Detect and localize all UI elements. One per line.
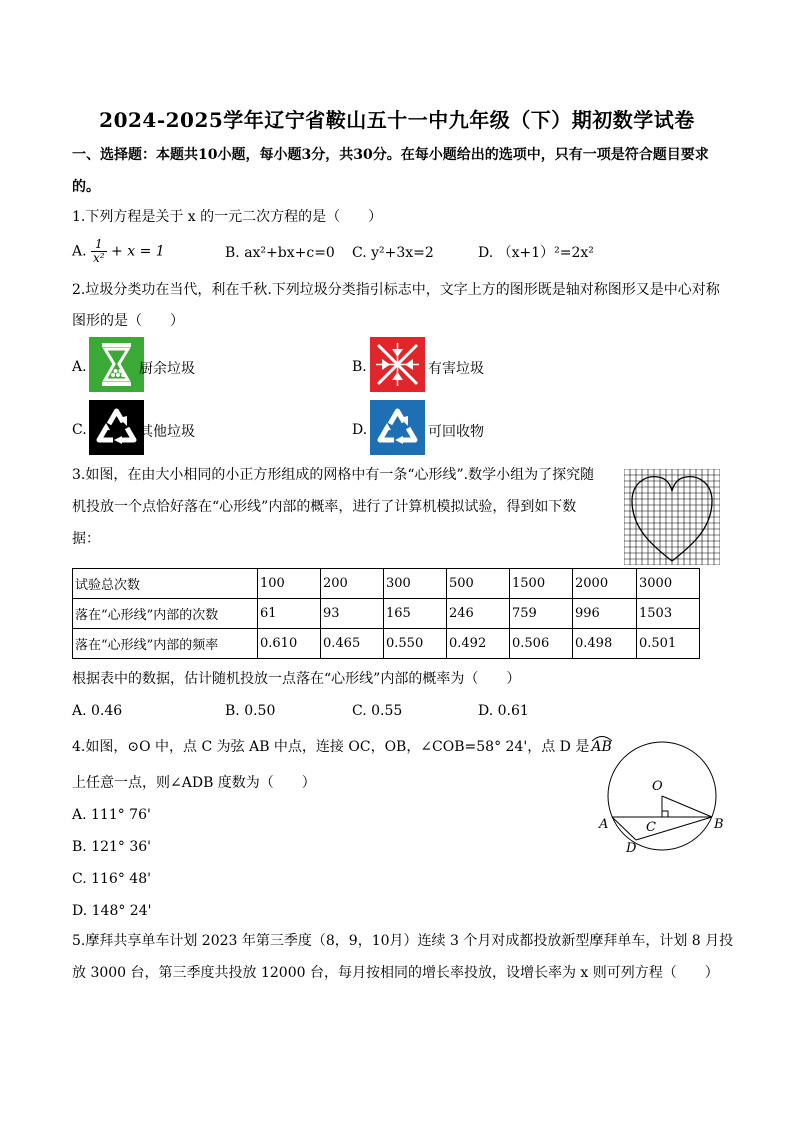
q3-question: 根据表中的数据，估计随机投放一点落在“心形线”内部的概率为（ ） <box>72 671 521 687</box>
heart-grid-figure <box>624 469 720 565</box>
table-cell: 1500 <box>510 569 573 599</box>
q4-stem-text: 4.如图，⊙O 中，点 C 为弦 AB 中点，连接 OC，OB，∠COB=58° 24'，点 D 是 <box>72 739 590 755</box>
q3-option-a: A. 0.46 <box>72 703 123 719</box>
table-cell: 0.465 <box>321 629 384 659</box>
q4-option-d: D. 148° 24' <box>72 903 152 919</box>
q3-option-b: B. 0.50 <box>225 703 276 719</box>
fig-label-b: B <box>714 817 724 832</box>
table-cell: 0.501 <box>637 629 700 659</box>
table-row-header: 落在“心形线”内部的频率 <box>73 629 258 659</box>
table-cell: 0.492 <box>447 629 510 659</box>
fig-label-c: C <box>646 820 656 835</box>
q2-a-caption: 厨余垃圾 <box>139 361 195 377</box>
table-cell: 200 <box>321 569 384 599</box>
table-cell: 1503 <box>637 599 700 629</box>
fig-label-a: A <box>599 817 609 832</box>
q1-option-d: D. （x+1）²=2x² <box>478 245 594 261</box>
q2-d-caption: 可回收物 <box>428 424 484 440</box>
table-cell: 100 <box>258 569 321 599</box>
table-cell: 0.498 <box>573 629 637 659</box>
q3-option-c: C. 0.55 <box>352 703 403 719</box>
q1-a-fraction <box>91 238 107 265</box>
q1-a-den: x² <box>93 251 105 265</box>
q2-c-label: C. <box>72 422 87 438</box>
q2-c-caption: 其他垃圾 <box>139 424 195 440</box>
section-heading-cont: 的。 <box>72 179 100 195</box>
table-row-header: 试验总次数 <box>73 569 258 599</box>
q3-data-table <box>72 568 700 659</box>
table-cell: 0.610 <box>258 629 321 659</box>
page-title: 2024-2025学年辽宁省鞍山五十一中九年级（下）期初数学试卷 <box>99 108 695 132</box>
q2-a-label: A. <box>72 359 87 375</box>
table-row <box>73 599 700 629</box>
q5-stem-line1: 5.摩拜共享单车计划 2023 年第三季度（8，9，10月）连续 3 个月对成都投放新型摩拜单车，计划 8 月投 <box>72 933 734 949</box>
q3-stem-line1: 3.如图，在由大小相同的小正方形组成的网格中有一条“心形线”.数学小组为了探究随 <box>72 467 595 483</box>
recyclable-recycle-icon <box>370 400 425 455</box>
circle-geometry-figure <box>594 738 728 858</box>
table-cell: 246 <box>447 599 510 629</box>
q1-a-prefix: A. <box>72 243 87 260</box>
table-cell: 0.550 <box>384 629 447 659</box>
q2-stem-line2: 图形的是（ ） <box>72 313 184 329</box>
kitchen-waste-icon <box>89 337 144 392</box>
section-heading: 一、选择题：本题共10小题，每小题3分，共30分。在每小题给出的选项中，只有一项是符合题目要求 <box>72 147 709 163</box>
q1-a-rest: + x = 1 <box>111 243 165 260</box>
q5-stem-line2: 放 3000 台，第三季度共投放 12000 台，每月按相同的增长率投放，设增长率为 x 则可列方程（ ） <box>72 965 719 981</box>
q4-option-b: B. 121° 36' <box>72 839 152 855</box>
q2-stem-line1: 2.垃圾分类功在当代，利在千秋.下列垃圾分类指引标志中，文字上方的图形既是轴对称图形又是中心对称 <box>72 282 720 298</box>
q4-option-c: C. 116° 48' <box>72 871 151 887</box>
table-row <box>73 629 700 659</box>
q1-option-a <box>72 238 165 265</box>
table-cell: 300 <box>384 569 447 599</box>
table-cell: 0.506 <box>510 629 573 659</box>
q3-stem-line2: 机投放一个点恰好落在“心形线”内部的概率，进行了计算机模拟试验，得到如下数 <box>72 499 577 515</box>
table-cell: 759 <box>510 599 573 629</box>
q2-b-caption: 有害垃圾 <box>428 361 484 377</box>
table-cell: 165 <box>384 599 447 629</box>
q4-stem-line2: 上任意一点，则∠ADB 度数为（ ） <box>72 775 316 791</box>
q4-arc-label: AB <box>591 739 612 755</box>
table-cell: 500 <box>447 569 510 599</box>
table-cell: 3000 <box>637 569 700 599</box>
fig-label-d: D <box>626 841 637 856</box>
q3-stem-line3: 据： <box>72 531 100 547</box>
table-cell: 996 <box>573 599 637 629</box>
q1-a-num: 1 <box>91 238 107 252</box>
table-row <box>73 569 700 599</box>
q1-stem: 1.下列方程是关于 x 的一元二次方程的是（ ） <box>72 209 383 225</box>
table-cell: 61 <box>258 599 321 629</box>
q4-stem-line1 <box>72 738 612 756</box>
q4-option-a: A. 111° 76' <box>72 807 151 823</box>
q1-option-c: C. y²+3x=2 <box>352 245 434 261</box>
q2-d-label: D. <box>352 422 368 438</box>
table-row-header: 落在“心形线”内部的次数 <box>73 599 258 629</box>
fig-label-o: O <box>652 779 663 794</box>
q1-option-b: B. ax²+bx+c=0 <box>225 245 335 261</box>
hazardous-waste-icon <box>370 337 425 392</box>
q3-option-d: D. 0.61 <box>478 703 529 719</box>
q2-b-label: B. <box>352 359 367 375</box>
table-cell: 93 <box>321 599 384 629</box>
table-cell: 2000 <box>573 569 637 599</box>
other-waste-recycle-icon <box>89 400 144 455</box>
